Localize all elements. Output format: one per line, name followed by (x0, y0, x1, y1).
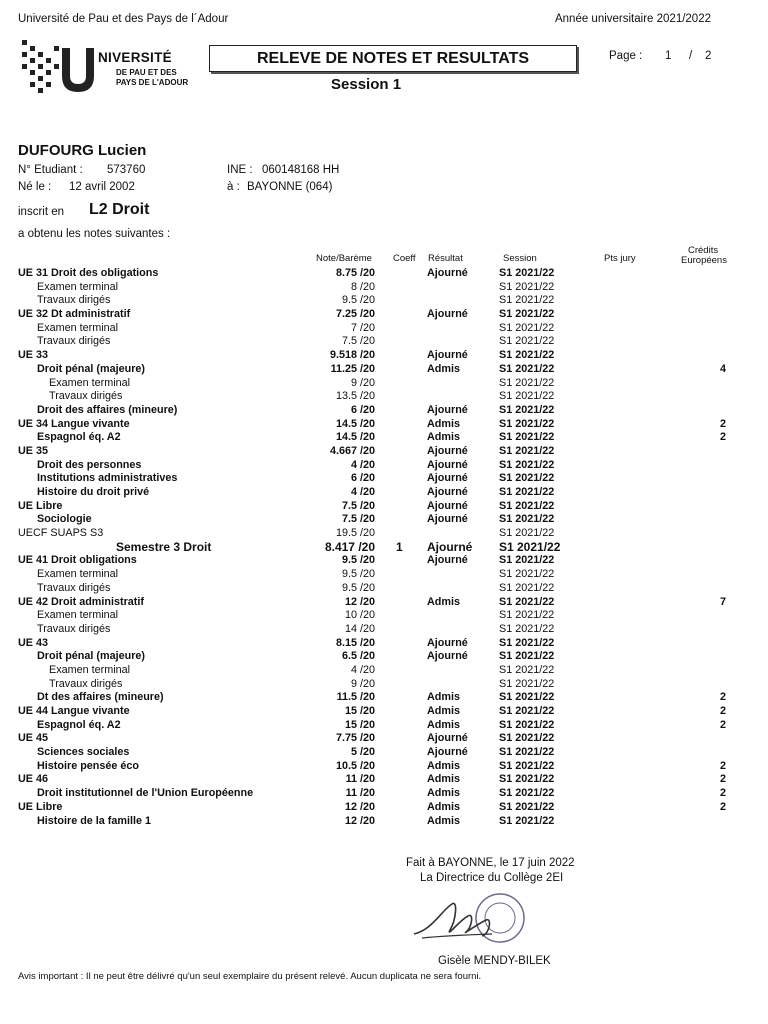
program-name: L2 Droit (89, 201, 150, 218)
session-value: S1 2021/22 (499, 486, 555, 498)
university-name: Université de Pau et des Pays de l´Adour (18, 13, 229, 25)
table-row (0, 596, 768, 610)
table-row (0, 815, 768, 829)
grade-value: 9.5 /20 (341, 294, 375, 307)
grade-value: 9.518 /20 (329, 349, 375, 362)
session-value: S1 2021/22 (499, 431, 555, 444)
grade-value: 4 /20 (350, 458, 375, 471)
session-value: S1 2021/22 (499, 280, 555, 293)
session-value: S1 2021/22 (499, 691, 555, 704)
result-value: Admis (427, 787, 460, 800)
document-title: RELEVE DE NOTES ET RESULTATS (209, 45, 577, 72)
session-value: S1 2021/22 (499, 800, 555, 813)
birth-value: 12 avril 2002 (69, 181, 135, 193)
signatory-name: Gisèle MENDY-BILEK (438, 955, 551, 967)
course-name: Droit des affaires (mineure) (37, 403, 178, 416)
result-value: Ajourné (427, 513, 468, 526)
grade-value: 6.5 /20 (341, 650, 375, 663)
table-row (0, 363, 768, 377)
col-credits-line2: Européens (681, 255, 727, 266)
grade-value: 8.15 /20 (335, 636, 375, 649)
col-grade: Note/Barème (316, 253, 372, 264)
result-value: Ajourné (427, 499, 468, 512)
result-value: Admis (427, 814, 460, 827)
table-row (0, 281, 768, 295)
course-name: Histoire du droit privé (37, 486, 150, 498)
student-id-value: 573760 (107, 164, 146, 176)
result-value: Admis (427, 718, 460, 731)
course-name: Institutions administratives (37, 472, 178, 485)
session-value: S1 2021/22 (499, 759, 555, 772)
grade-value: 7.25 /20 (335, 308, 375, 321)
credits-value: 2 (719, 800, 726, 813)
session-value: S1 2021/22 (499, 417, 555, 430)
result-value: Ajourné (427, 539, 473, 554)
session-value: S1 2021/22 (499, 539, 561, 554)
course-name: UE Libre (18, 499, 63, 512)
col-credits-line1: Crédits (688, 245, 719, 256)
enrolled-label: inscrit en (18, 206, 65, 218)
session-value: S1 2021/22 (499, 650, 555, 663)
table-row (0, 418, 768, 432)
course-name: UE Libre (18, 800, 63, 813)
grade-value: 9.5 /20 (341, 554, 375, 567)
course-name: Examen terminal (37, 568, 119, 581)
important-notice: Avis important : Il ne peut être délivré qu'un seul exemplaire du présent relevé. Aucun duplicata ne sera fourni. (18, 971, 482, 982)
table-row (0, 787, 768, 801)
session-value: S1 2021/22 (499, 554, 555, 567)
grade-value: 10.5 /20 (335, 759, 375, 772)
course-name: UE 42 Droit administratif (18, 595, 144, 608)
course-name: Travaux dirigés (37, 622, 111, 635)
session-title: Session 1 (331, 76, 402, 93)
signature-stamp (412, 890, 532, 952)
grade-value: 9 /20 (350, 376, 375, 389)
page-separator: / (689, 50, 693, 62)
course-name: Sociologie (37, 513, 92, 526)
session-value: S1 2021/22 (499, 444, 555, 457)
course-name: Histoire de la famille 1 (37, 814, 152, 827)
course-name: UE 43 (18, 636, 49, 649)
table-row (0, 335, 768, 349)
grade-value: 14 /20 (344, 622, 375, 635)
course-name: Examen terminal (49, 376, 131, 389)
result-value: Admis (427, 705, 460, 717)
course-name: UE 41 Droit obligations (18, 554, 137, 567)
course-name: Droit institutionnel de l'Union Européenne (37, 787, 254, 800)
course-name: Histoire pensée éco (37, 759, 140, 772)
table-row (0, 513, 768, 527)
course-name: Examen terminal (37, 321, 119, 334)
result-value: Ajourné (427, 267, 468, 279)
session-value: S1 2021/22 (499, 609, 555, 622)
grade-value: 7 /20 (350, 321, 375, 334)
result-value: Admis (427, 691, 460, 704)
session-value: S1 2021/22 (499, 595, 555, 608)
session-value: S1 2021/22 (499, 403, 555, 416)
result-value: Admis (427, 362, 460, 375)
course-name: UE 45 (18, 732, 49, 745)
table-row (0, 637, 768, 651)
session-value: S1 2021/22 (499, 499, 555, 512)
table-row (0, 390, 768, 404)
table-row (0, 705, 768, 719)
session-value: S1 2021/22 (499, 321, 555, 334)
course-name: UE 34 Langue vivante (18, 417, 130, 430)
session-value: S1 2021/22 (499, 718, 555, 731)
result-value: Admis (427, 595, 460, 608)
table-row (0, 568, 768, 582)
result-value: Ajourné (427, 732, 468, 745)
session-value: S1 2021/22 (499, 732, 555, 745)
birthplace-label: à : (227, 181, 240, 193)
credits-value: 2 (719, 718, 726, 731)
grade-value: 15 /20 (344, 705, 375, 717)
course-name: Examen terminal (49, 663, 131, 676)
table-row (0, 404, 768, 418)
table-row (0, 664, 768, 678)
student-name: DUFOURG Lucien (18, 142, 147, 159)
grade-value: 9 /20 (350, 677, 375, 690)
table-row (0, 609, 768, 623)
grade-value: 7.5 /20 (341, 335, 375, 348)
grade-value: 12 /20 (344, 595, 375, 608)
table-row (0, 623, 768, 637)
session-value: S1 2021/22 (499, 513, 555, 526)
grade-value: 14.5 /20 (335, 431, 375, 444)
result-value: Ajourné (427, 554, 468, 567)
credits-value: 2 (719, 759, 726, 772)
grade-value: 7.5 /20 (341, 499, 375, 512)
col-result: Résultat (428, 253, 463, 264)
result-value: Ajourné (427, 746, 468, 759)
grade-value: 6 /20 (350, 403, 375, 416)
grade-value: 12 /20 (344, 800, 375, 813)
result-value: Admis (427, 773, 460, 786)
page-current: 1 (665, 50, 672, 62)
table-row (0, 582, 768, 596)
table-row (0, 322, 768, 336)
course-name: UE 33 (18, 349, 49, 362)
course-name: Espagnol éq. A2 (37, 431, 121, 444)
course-name: Semestre 3 Droit (116, 539, 212, 554)
session-value: S1 2021/22 (499, 349, 555, 362)
credits-value: 2 (719, 773, 726, 786)
table-row (0, 554, 768, 568)
session-value: S1 2021/22 (499, 677, 555, 690)
academic-year: Année universitaire 2021/2022 (554, 13, 711, 25)
table-row (0, 377, 768, 391)
session-value: S1 2021/22 (499, 308, 555, 321)
session-value: S1 2021/22 (499, 294, 555, 307)
grades-table (0, 267, 768, 828)
birthplace-value: BAYONNE (064) (247, 181, 333, 193)
coeff-value: 1 (396, 539, 403, 554)
course-name: Travaux dirigés (37, 294, 111, 307)
grade-value: 11.5 /20 (336, 691, 375, 704)
student-id-label: N° Etudiant : (18, 164, 83, 176)
grade-value: 4 /20 (350, 663, 375, 676)
credits-value: 2 (719, 431, 726, 444)
result-value: Ajourné (427, 458, 468, 471)
credits-value: 2 (719, 417, 726, 430)
grade-value: 7.5 /20 (341, 513, 375, 526)
logo-text-main: NIVERSITÉ (98, 50, 172, 65)
session-value: S1 2021/22 (499, 663, 555, 676)
course-name: UE 35 (18, 444, 49, 457)
col-session: Session (503, 253, 537, 264)
table-row (0, 267, 768, 281)
university-logo (22, 40, 202, 98)
table-row (0, 294, 768, 308)
table-row (0, 500, 768, 514)
course-name: Travaux dirigés (49, 677, 123, 690)
table-row (0, 431, 768, 445)
grade-value: 4 /20 (350, 486, 375, 498)
credits-value: 2 (719, 787, 726, 800)
course-name: Dt des affaires (mineure) (37, 691, 164, 704)
session-value: S1 2021/22 (499, 335, 555, 348)
course-name: Travaux dirigés (37, 581, 111, 594)
course-name: Travaux dirigés (49, 390, 123, 403)
session-value: S1 2021/22 (499, 814, 555, 827)
col-coeff: Coeff (393, 253, 416, 264)
result-value: Ajourné (427, 308, 468, 321)
table-row (0, 445, 768, 459)
session-value: S1 2021/22 (499, 472, 555, 485)
table-row (0, 773, 768, 787)
table-row (0, 732, 768, 746)
result-value: Ajourné (427, 650, 468, 663)
course-name: UECF SUAPS S3 (18, 527, 104, 540)
session-value: S1 2021/22 (499, 376, 555, 389)
grade-value: 8.417 /20 (324, 539, 375, 554)
course-name: Examen terminal (37, 609, 119, 622)
session-value: S1 2021/22 (499, 705, 555, 717)
session-value: S1 2021/22 (499, 267, 555, 279)
credits-value: 4 (719, 362, 726, 375)
table-row (0, 459, 768, 473)
table-row (0, 691, 768, 705)
col-jury: Pts jury (604, 253, 636, 264)
signatory-title: La Directrice du Collège 2EI (420, 872, 564, 884)
table-row (0, 486, 768, 500)
ine-label: INE : (227, 164, 253, 176)
table-row (0, 678, 768, 692)
result-value: Admis (427, 759, 460, 772)
course-name: Travaux dirigés (37, 335, 111, 348)
result-value: Ajourné (427, 486, 468, 498)
credits-value: 2 (719, 705, 726, 717)
grade-value: 10 /20 (344, 609, 375, 622)
result-value: Admis (427, 431, 460, 444)
course-name: UE 46 (18, 773, 49, 786)
session-value: S1 2021/22 (499, 773, 555, 786)
session-value: S1 2021/22 (499, 787, 555, 800)
course-name: Droit pénal (majeure) (37, 650, 145, 663)
grade-value: 9.5 /20 (341, 568, 375, 581)
grade-value: 7.75 /20 (335, 732, 375, 745)
grade-value: 15 /20 (344, 718, 375, 731)
course-name: UE 32 Dt administratif (18, 308, 131, 321)
session-value: S1 2021/22 (499, 746, 555, 759)
grade-value: 11 /20 (345, 787, 375, 800)
result-value: Ajourné (427, 403, 468, 416)
grade-value: 13.5 /20 (335, 390, 375, 403)
table-row (0, 349, 768, 363)
session-value: S1 2021/22 (499, 458, 555, 471)
session-value: S1 2021/22 (499, 568, 555, 581)
logo-text-sub2: PAYS DE L'ADOUR (116, 78, 189, 87)
place-date: Fait à BAYONNE, le 17 juin 2022 (406, 857, 575, 869)
session-value: S1 2021/22 (499, 362, 555, 375)
result-value: Ajourné (427, 349, 468, 362)
page-total: 2 (705, 50, 712, 62)
grade-value: 8 /20 (350, 280, 375, 293)
page-label: Page : (609, 50, 643, 62)
grade-value: 11 /20 (345, 773, 375, 786)
course-name: Examen terminal (37, 280, 119, 293)
table-row (0, 472, 768, 486)
grade-value: 19.5 /20 (335, 527, 375, 540)
course-name: Droit pénal (majeure) (37, 362, 145, 375)
grade-value: 11.25 /20 (330, 362, 375, 375)
result-value: Ajourné (427, 444, 468, 457)
course-name: Sciences sociales (37, 746, 130, 759)
session-value: S1 2021/22 (499, 527, 555, 540)
table-row (0, 719, 768, 733)
obtained-text: a obtenu les notes suivantes : (18, 228, 171, 240)
grade-value: 9.5 /20 (341, 581, 375, 594)
session-value: S1 2021/22 (499, 622, 555, 635)
course-name: UE 31 Droit des obligations (18, 267, 159, 279)
table-row (0, 650, 768, 664)
table-row (0, 801, 768, 815)
session-value: S1 2021/22 (499, 581, 555, 594)
grade-value: 14.5 /20 (335, 417, 375, 430)
grade-value: 4.667 /20 (329, 444, 375, 457)
grade-value: 6 /20 (350, 472, 375, 485)
table-row (0, 527, 768, 541)
result-value: Ajourné (427, 472, 468, 485)
credits-value: 2 (719, 691, 726, 704)
result-value: Ajourné (427, 636, 468, 649)
grade-value: 8.75 /20 (335, 267, 375, 279)
course-name: Droit des personnes (37, 458, 142, 471)
birth-label: Né le : (18, 181, 52, 193)
result-value: Admis (427, 417, 460, 430)
session-value: S1 2021/22 (499, 636, 555, 649)
grade-value: 12 /20 (344, 814, 375, 827)
semester-summary-row (0, 541, 768, 555)
grade-value: 5 /20 (350, 746, 375, 759)
course-name: Espagnol éq. A2 (37, 718, 121, 731)
table-row (0, 760, 768, 774)
result-value: Admis (427, 800, 460, 813)
table-row (0, 746, 768, 760)
table-row (0, 308, 768, 322)
session-value: S1 2021/22 (499, 390, 555, 403)
credits-value: 7 (719, 595, 726, 608)
course-name: UE 44 Langue vivante (18, 705, 130, 717)
ine-value: 060148168 HH (262, 164, 340, 176)
logo-text-sub1: DE PAU ET DES (116, 68, 177, 77)
